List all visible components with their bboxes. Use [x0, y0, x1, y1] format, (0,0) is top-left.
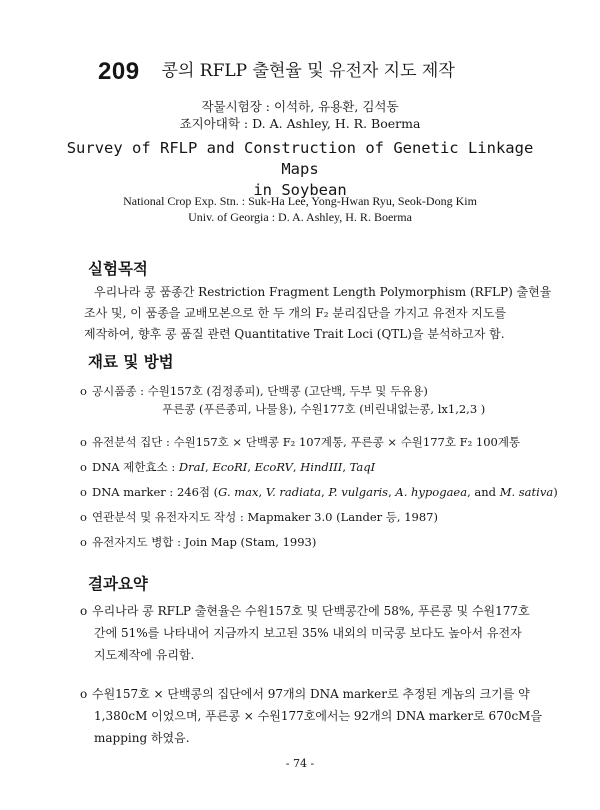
- results-line: 간에 51%를 나타내어 지금까지 보고된 35% 내외의 미국콩 보다도 높아서 유전자: [94, 626, 522, 640]
- methods-item-population: [80, 433, 520, 451]
- species-name: G. max: [218, 485, 259, 499]
- integration-text: 유전자지도 병합 : Join Map (Stam, 1993): [92, 535, 317, 549]
- results-line: 수원157호 × 단백콩의 집단에서 97개의 DNA marker로 추정된 게놈의 크기를 약: [92, 687, 530, 701]
- species-name: M. sativa: [499, 485, 554, 499]
- separator: ,: [292, 460, 301, 474]
- marker-prefix: DNA marker : 246점 (: [92, 485, 219, 499]
- results-line: 우리나라 콩 RFLP 출현율은 수원157호 및 단백콩간에 58%, 푸른콩 및 수원177호: [92, 604, 530, 618]
- english-author-line: Univ. of Georgia : D. A. Ashley, H. R. Boerma: [188, 210, 412, 224]
- separator: ,: [247, 460, 255, 474]
- separator: ,: [205, 460, 213, 474]
- objective-line: 제작하여, 향후 콩 품질 관련 Quantitative Trait Loci (QTL)을 분석하고자 함.: [84, 327, 505, 341]
- english-authors: [0, 193, 600, 225]
- korean-author-line: 작물시험장 : 이석하, 유용환, 김석동: [201, 99, 399, 114]
- paper-header: [98, 56, 578, 86]
- separator: ,: [321, 485, 329, 499]
- separator: ,: [388, 485, 396, 499]
- enzyme-name: EcoRI: [212, 460, 248, 474]
- enzymes-prefix: DNA 제한효소 :: [92, 460, 179, 474]
- linkage-map-text: 연관분석 및 유전자지도 작성 : Mapmaker 3.0 (Lander 등, 1987): [92, 510, 438, 524]
- enzyme-name: TaqI: [349, 460, 376, 474]
- results-line: mapping 하였음.: [94, 731, 190, 745]
- results-line: 1,380cM 이었으며, 푸른콩 × 수원177호에서는 92개의 DNA marker로 670cM을: [94, 709, 543, 723]
- population-text: 유전분석 집단 : 수원157호 × 단백콩 F₂ 107계통, 푸른콩 × 수원177호 F₂ 100계통: [92, 435, 521, 449]
- bullet: o: [80, 485, 87, 499]
- separator: ,: [258, 485, 266, 499]
- section-heading-results: 결과요약: [88, 574, 148, 593]
- abstract-number: 209: [98, 58, 140, 85]
- page-number: - 74 -: [285, 757, 315, 770]
- species-name: A. hypogaea: [395, 485, 468, 499]
- methods-item-integration: [80, 533, 316, 551]
- english-author-line: National Crop Exp. Stn. : Suk-Ha Lee, Yong-Hwan Ryu, Seok-Dong Kim: [123, 194, 477, 208]
- objective-line: 조사 및, 이 품종을 교배모본으로 한 두 개의 F₂ 분리집단을 가지고 유전자 지도를: [84, 306, 507, 320]
- bullet: o: [80, 460, 87, 474]
- species-name: P. vulgaris: [328, 485, 389, 499]
- enzyme-name: HindIII: [300, 460, 343, 474]
- english-title: [50, 138, 550, 201]
- bullet: o: [80, 435, 87, 449]
- results-item-1: [80, 600, 540, 666]
- bullet: o: [80, 604, 88, 618]
- results-item-2: [80, 683, 543, 749]
- objective-line: 우리나라 콩 품종간 Restriction Fragment Length Polymorphism (RFLP) 출현율: [94, 285, 552, 299]
- materials-line-2: 푸른콩 (푸른종피, 나물용), 수원177호 (비린내없는콩, lx1,2,3 ): [162, 402, 486, 416]
- species-and: and: [474, 485, 500, 499]
- species-name: V. radiata: [265, 485, 322, 499]
- korean-title: 콩의 RFLP 출현율 및 유전자 지도 제작: [161, 61, 455, 81]
- english-title-line: Survey of RFLP and Construction of Genetic Linkage Maps: [66, 139, 534, 178]
- methods-item-markers: [80, 483, 558, 501]
- enzyme-name: EcoRV: [254, 460, 293, 474]
- results-line: 지도제작에 유리함.: [94, 648, 195, 662]
- section-heading-objective: 실험목적: [88, 259, 148, 278]
- methods-item-materials: [80, 382, 485, 418]
- bullet: o: [80, 535, 87, 549]
- english-title-line: in Soybean: [253, 181, 347, 199]
- korean-author-line: 죠지아대학 : D. A. Ashley, H. R. Boerma: [179, 116, 421, 131]
- separator: ,: [342, 460, 350, 474]
- methods-item-linkage-map: [80, 508, 438, 526]
- bullet: o: [80, 384, 87, 398]
- objective-paragraph: [84, 282, 552, 345]
- section-heading-methods: 재료 및 방법: [88, 352, 174, 371]
- bullet: o: [80, 687, 88, 701]
- separator: ,: [467, 485, 475, 499]
- materials-line: 공시품종 : 수원157호 (검정종피), 단백콩 (고단백, 두부 및 두유용): [92, 384, 428, 398]
- enzyme-name: DraI: [178, 460, 205, 474]
- methods-item-enzymes: [80, 458, 375, 476]
- bullet: o: [80, 510, 87, 524]
- marker-suffix: ): [553, 485, 558, 499]
- korean-authors: [0, 98, 600, 132]
